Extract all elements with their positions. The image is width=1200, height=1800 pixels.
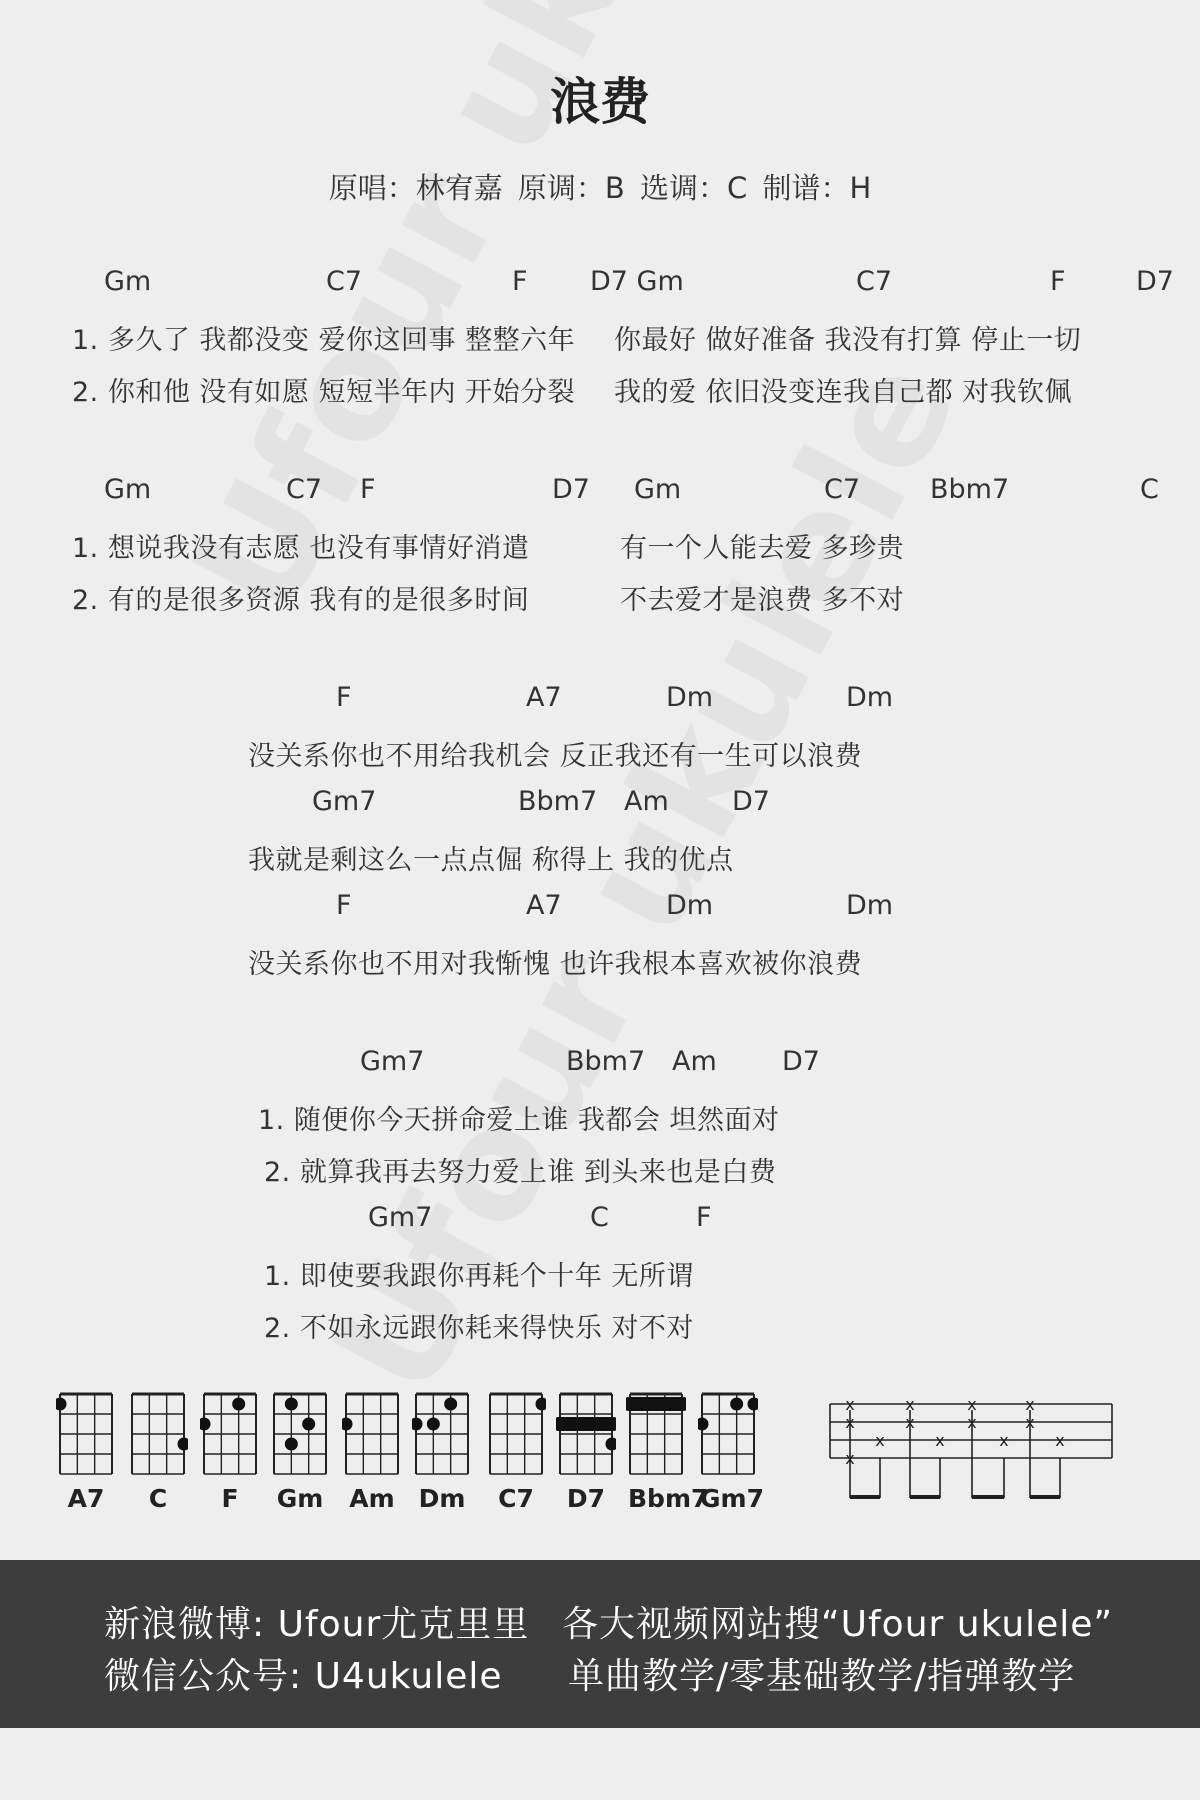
footer-weibo: 新浪微博: Ufour尤克里里 [104, 1604, 530, 1645]
lyric-line: 1. 即使要我跟你再耗个十年 无所谓 [264, 1261, 694, 1292]
chord-diagram-label: D7 [566, 1484, 606, 1513]
svg-text:x: x [1055, 1431, 1065, 1450]
lyric-line: 有一个人能去爱 多珍贵 [620, 533, 905, 564]
song-meta: 原唱：林宥嘉 原调：B 选调：C 制谱：H [328, 171, 872, 205]
chord: Bbm7 [930, 474, 1010, 505]
chord: A7 [526, 682, 562, 713]
svg-text:x: x [999, 1431, 1009, 1450]
chord: C [590, 1202, 609, 1233]
chord-diagram-a7 [56, 1390, 116, 1478]
chord: C [1140, 474, 1159, 505]
chord-diagram-label: Dm [418, 1484, 466, 1513]
lyric-line: 我的爱 依旧没变连我自己都 对我钦佩 [614, 377, 1073, 408]
chord: D7 Gm [590, 266, 684, 297]
chord: Gm [104, 474, 152, 505]
chord: F [1050, 266, 1066, 297]
chord-diagram-c7 [486, 1390, 546, 1478]
svg-text:x: x [1025, 1413, 1035, 1432]
chord: C7 [286, 474, 323, 505]
svg-text:x: x [905, 1413, 915, 1432]
lyric-line: 2. 你和他 没有如愿 短短半年内 开始分裂 [72, 377, 576, 408]
chord-diagrams [0, 1380, 780, 1520]
chord-diagram-label: A7 [67, 1484, 105, 1513]
lyric-line: 没关系你也不用给我机会 反正我还有一生可以浪费 [248, 741, 863, 772]
chord: Bbm7 [566, 1046, 646, 1077]
chord-diagram-label: Bbm7 [628, 1484, 709, 1513]
chord: D7 [782, 1046, 820, 1077]
chord-diagram-d7 [556, 1390, 616, 1478]
chord: D7 [732, 786, 770, 817]
chord: Gm [104, 266, 152, 297]
lyric-line: 1. 多久了 我都没变 爱你这回事 整整六年 [72, 325, 576, 356]
svg-text:x: x [845, 1395, 855, 1414]
svg-text:x: x [1025, 1395, 1035, 1414]
chord: Bbm7 [518, 786, 598, 817]
svg-text:x: x [875, 1431, 885, 1450]
chord: Dm [666, 682, 714, 713]
chord: C7 [856, 266, 893, 297]
chord: F [360, 474, 376, 505]
chord-diagram-label: Gm7 [700, 1484, 764, 1513]
chord: F [336, 890, 352, 921]
lyric-line: 没关系你也不用对我惭愧 也许我根本喜欢被你浪费 [248, 949, 863, 980]
svg-text:x: x [935, 1431, 945, 1450]
song-title: 浪费 [550, 73, 650, 131]
svg-text:x: x [967, 1413, 977, 1432]
chord-diagram-f [200, 1390, 260, 1478]
chord-diagram-bbm7 [626, 1390, 686, 1478]
chord: D7 [552, 474, 590, 505]
chord: C7 [326, 266, 363, 297]
svg-text:x: x [845, 1449, 855, 1468]
chord: Gm7 [312, 786, 377, 817]
chord-diagram-gm7 [698, 1390, 758, 1478]
chord: Dm [846, 682, 894, 713]
chord: Dm [846, 890, 894, 921]
svg-text:x: x [967, 1395, 977, 1414]
chord-diagram-label: Am [349, 1484, 395, 1513]
chord: F [336, 682, 352, 713]
chord: C7 [824, 474, 861, 505]
chord-diagram-am [342, 1390, 402, 1478]
footer-search-hint: 各大视频网站搜“Ufour ukulele” [562, 1604, 1114, 1645]
chord: Gm [634, 474, 682, 505]
chord: D7 [1136, 266, 1174, 297]
chord: Am [624, 786, 669, 817]
chord-diagram-label: C [148, 1484, 168, 1513]
chord-diagram-dm [412, 1390, 472, 1478]
lyric-line: 1. 想说我没有志愿 也没有事情好消遣 [72, 533, 530, 564]
chord: Am [672, 1046, 717, 1077]
svg-text:x: x [845, 1413, 855, 1432]
chord-diagram-gm [270, 1390, 330, 1478]
footer-wechat: 微信公众号: U4ukulele [104, 1656, 503, 1697]
svg-text:x: x [905, 1395, 915, 1414]
chord: Dm [666, 890, 714, 921]
chord: F [512, 266, 528, 297]
footer-courses: 单曲教学/零基础教学/指弹教学 [568, 1656, 1076, 1697]
lyric-line: 我就是剩这么一点点倔 称得上 我的优点 [248, 845, 734, 876]
chord: F [696, 1202, 712, 1233]
lyric-line: 不去爱才是浪费 多不对 [620, 585, 905, 616]
chord-diagram-label: Gm [276, 1484, 324, 1513]
chord: Gm7 [368, 1202, 433, 1233]
chord: Gm7 [360, 1046, 425, 1077]
chord-diagram-c [128, 1390, 188, 1478]
lyric-line: 2. 不如永远跟你耗来得快乐 对不对 [264, 1313, 694, 1344]
lyric-line: 1. 随便你今天拼命爱上谁 我都会 坦然面对 [258, 1105, 780, 1136]
chord-diagram-label: F [221, 1484, 239, 1513]
strum-pattern [828, 1390, 1118, 1510]
lyric-line: 2. 就算我再去努力爱上谁 到头来也是白费 [264, 1157, 777, 1188]
footer-banner [0, 1560, 1200, 1728]
lyric-line: 2. 有的是很多资源 我有的是很多时间 [72, 585, 530, 616]
lyric-line: 你最好 做好准备 我没有打算 停止一切 [614, 325, 1082, 356]
chord-diagram-label: C7 [498, 1484, 534, 1513]
chord: A7 [526, 890, 562, 921]
